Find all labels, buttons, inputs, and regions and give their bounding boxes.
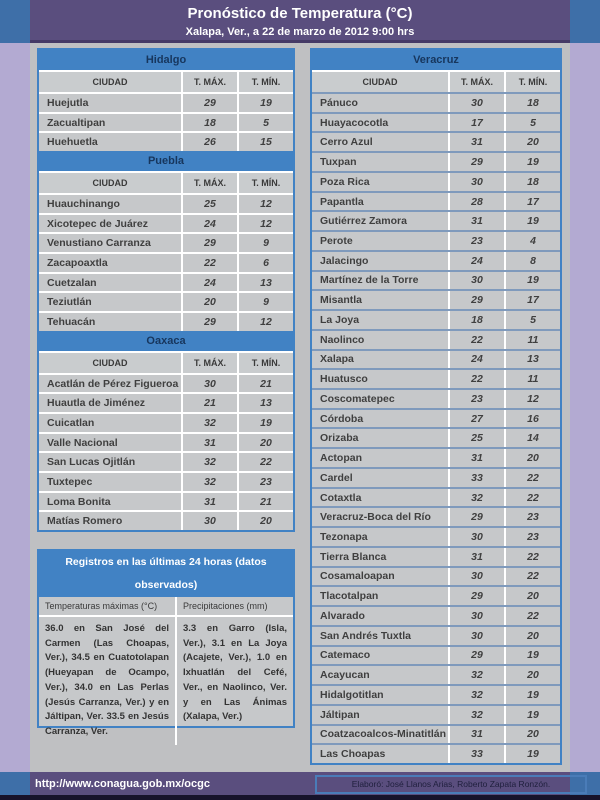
tmax-cell: 28 <box>448 193 504 211</box>
tmax-cell: 29 <box>448 153 504 171</box>
table-row <box>312 131 560 151</box>
city-cell: Papantla <box>320 195 364 208</box>
city-cell: Tuxtepec <box>47 475 93 488</box>
tmax-cell: 32 <box>181 453 237 471</box>
tmax-cell: 30 <box>181 375 237 393</box>
city-cell: Actopan <box>320 452 362 465</box>
table-row <box>312 388 560 408</box>
city-cell: Córdoba <box>320 412 364 425</box>
table-row <box>312 546 560 566</box>
tmin-cell: 23 <box>504 528 560 546</box>
table-row <box>312 645 560 665</box>
table-row <box>312 467 560 487</box>
tmin-cell: 19 <box>504 706 560 724</box>
tmax-cell: 32 <box>181 473 237 491</box>
city-cell: Hidalgotitlan <box>320 688 384 701</box>
conagua-url-link[interactable]: http://www.conagua.gob.mx/ocgc <box>35 778 210 790</box>
city-cell: Tuxpan <box>320 156 357 169</box>
column-city-label: CIUDAD <box>92 357 128 368</box>
table-row <box>39 193 293 213</box>
column-city-label: CIUDAD <box>362 77 398 87</box>
tmin-cell: 20 <box>504 449 560 467</box>
tmin-cell: 20 <box>504 587 560 605</box>
state-header: Hidalgo <box>39 50 293 70</box>
tmin-cell: 19 <box>504 212 560 230</box>
tmax-cell: 23 <box>448 232 504 250</box>
tmax-cell: 32 <box>448 666 504 684</box>
tmin-cell: 16 <box>504 410 560 428</box>
city-cell: Tehuacán <box>47 315 96 328</box>
credit-box: Elaboró: José Llanos Arias, Roberto Zapata Ronzón. <box>315 775 587 794</box>
table-row <box>312 309 560 329</box>
table-row <box>312 487 560 507</box>
tmax-cell: 24 <box>181 274 237 292</box>
city-cell: Huatusco <box>320 373 368 386</box>
tmin-cell: 19 <box>504 153 560 171</box>
column-tmax-label: T. MÁX. <box>181 173 237 193</box>
table-row <box>312 526 560 546</box>
table-row <box>312 230 560 250</box>
column-city-label: CIUDAD <box>92 77 128 87</box>
city-cell: Jáltipan <box>320 708 360 721</box>
city-cell: Acatlán de Pérez Figueroa <box>47 377 179 390</box>
city-cell: Valle Nacional <box>47 436 118 449</box>
tmax-cell: 23 <box>448 390 504 408</box>
city-cell: Coatzacoalcos-Minatitlán <box>320 728 447 741</box>
city-cell: Cerro Azul <box>320 136 373 149</box>
tmax-cell: 31 <box>181 434 237 452</box>
tmax-cell: 32 <box>181 414 237 432</box>
city-cell: Tlacotalpan <box>320 590 379 603</box>
column-header-row <box>39 351 293 373</box>
table-row <box>39 373 293 393</box>
city-cell: Catemaco <box>320 649 371 662</box>
table-row <box>312 210 560 230</box>
tmin-cell: 17 <box>504 291 560 309</box>
tmax-cell: 17 <box>448 114 504 132</box>
city-cell: Naolinco <box>320 333 365 346</box>
tmin-cell: 22 <box>504 469 560 487</box>
column-tmax-label: T. MÁX. <box>181 353 237 373</box>
veracruz-table <box>310 48 562 765</box>
tmin-cell: 12 <box>504 390 560 408</box>
city-cell: Venustiano Carranza <box>47 237 151 250</box>
tmin-cell: 11 <box>504 370 560 388</box>
tmin-cell: 18 <box>504 173 560 191</box>
tmin-cell: 22 <box>504 568 560 586</box>
tmax-cell: 31 <box>181 493 237 511</box>
records-body <box>39 597 293 745</box>
table-row <box>312 427 560 447</box>
tmax-cell: 29 <box>448 587 504 605</box>
tmin-cell: 21 <box>237 493 293 511</box>
table-row <box>312 684 560 704</box>
tmax-cell: 21 <box>181 394 237 412</box>
tmin-cell: 23 <box>504 508 560 526</box>
table-row <box>39 213 293 233</box>
tmin-cell: 19 <box>237 414 293 432</box>
tmax-cell: 27 <box>448 410 504 428</box>
column-tmin-label: T. MÍN. <box>237 72 293 92</box>
table-row <box>312 250 560 270</box>
tmin-cell: 20 <box>237 434 293 452</box>
tmin-cell: 21 <box>237 375 293 393</box>
city-cell: Huayacocotla <box>320 116 389 129</box>
city-cell: Cotaxtla <box>320 491 362 504</box>
tmin-cell: 18 <box>504 94 560 112</box>
city-cell: Pánuco <box>320 96 358 109</box>
city-cell: Misantla <box>320 294 363 307</box>
tmax-cell: 24 <box>181 215 237 233</box>
tmax-cell: 31 <box>448 133 504 151</box>
table-row <box>312 664 560 684</box>
tmax-cell: 29 <box>448 647 504 665</box>
tmin-cell: 20 <box>504 627 560 645</box>
tmin-cell: 20 <box>237 512 293 530</box>
table-row <box>39 392 293 412</box>
city-cell: Cuetzalan <box>47 276 97 289</box>
table-row <box>39 510 293 530</box>
table-row <box>312 151 560 171</box>
tmax-cell: 30 <box>448 272 504 290</box>
city-cell: Xicotepec de Juárez <box>47 217 148 230</box>
tmax-cell: 30 <box>448 173 504 191</box>
state-header: Oaxaca <box>39 331 293 351</box>
tmax-cell: 30 <box>448 568 504 586</box>
tmax-cell: 30 <box>181 512 237 530</box>
tmax-cell: 29 <box>448 508 504 526</box>
tmax-cell: 32 <box>448 489 504 507</box>
table-row <box>39 92 293 112</box>
table-row <box>312 625 560 645</box>
city-cell: San Andrés Tuxtla <box>320 629 412 642</box>
tmax-cell: 22 <box>448 331 504 349</box>
tmax-cell: 29 <box>181 94 237 112</box>
tmax-cell: 31 <box>448 548 504 566</box>
tmax-cell: 30 <box>448 607 504 625</box>
tmin-cell: 22 <box>504 489 560 507</box>
column-tmax-label: T. MÁX. <box>448 72 504 92</box>
records-title: Registros en las últimas 24 horas (datos observados) <box>39 551 293 597</box>
tmin-cell: 5 <box>237 114 293 132</box>
tmax-cell: 25 <box>181 195 237 213</box>
page-title: Pronóstico de Temperatura (°C) <box>187 5 413 22</box>
tmax-cell: 29 <box>181 313 237 331</box>
tmin-cell: 23 <box>237 473 293 491</box>
tmin-cell: 20 <box>504 726 560 744</box>
city-cell: Tierra Blanca <box>320 550 387 563</box>
tmin-cell: 19 <box>504 745 560 763</box>
city-cell: Matías Romero <box>47 515 123 528</box>
right-decorative-strip <box>570 43 600 772</box>
tmin-cell: 13 <box>504 351 560 369</box>
city-cell: Veracruz-Boca del Río <box>320 511 431 524</box>
city-cell: Huautla de Jiménez <box>47 397 146 410</box>
tmax-cell: 32 <box>448 706 504 724</box>
table-row <box>39 272 293 292</box>
table-row <box>39 491 293 511</box>
tmax-cell: 33 <box>448 745 504 763</box>
tmin-cell: 6 <box>237 254 293 272</box>
column-tmin-label: T. MÍN. <box>237 353 293 373</box>
tmax-cell: 31 <box>448 212 504 230</box>
tmin-cell: 22 <box>504 548 560 566</box>
records-precipitation-text: 3.3 en Garro (Isla, Ver.), 3.1 en La Joya (Acajete, Ver.), 1.0 en Ixhuatlán del Cefé, Ver., en Naolinco, Ver. y en Las Ánimas (Xalapa, Ver.) <box>183 623 287 723</box>
table-row <box>312 605 560 625</box>
state-header: Veracruz <box>312 50 560 70</box>
table-row <box>39 471 293 491</box>
city-cell: Huejutla <box>47 96 89 109</box>
title-banner <box>0 0 600 43</box>
state-header: Puebla <box>39 151 293 171</box>
table-row <box>312 408 560 428</box>
table-row <box>312 724 560 744</box>
tmin-cell: 17 <box>504 193 560 211</box>
city-cell: La Joya <box>320 313 360 326</box>
city-cell: San Lucas Ojitlán <box>47 456 136 469</box>
tmin-cell: 22 <box>237 453 293 471</box>
tmin-cell: 19 <box>504 647 560 665</box>
table-row <box>39 232 293 252</box>
city-cell: Tezonapa <box>320 531 368 544</box>
bottom-edge-line <box>0 795 600 800</box>
table-row <box>312 289 560 309</box>
tmax-cell: 31 <box>448 726 504 744</box>
column-header-row <box>312 70 560 92</box>
tmin-cell: 9 <box>237 293 293 311</box>
tmax-cell: 30 <box>448 94 504 112</box>
city-cell: Xalapa <box>320 353 354 366</box>
tmax-cell: 33 <box>448 469 504 487</box>
tmin-cell: 11 <box>504 331 560 349</box>
tmin-cell: 22 <box>504 607 560 625</box>
table-row <box>312 447 560 467</box>
records-max-temps-text: 36.0 en San José del Carmen (Las Choapas, Ver.), 34.5 en Cuatotolapan (Hueyapan de Ocampo, Ver.), 34.0 en Las Perlas (Jesús Carranza, Ver.) y en Jáltipan, Ver. 33.5 en Jesús Carranza, Ver. <box>45 623 169 738</box>
records-24h-box <box>37 549 295 738</box>
table-row <box>39 252 293 272</box>
table-row <box>312 270 560 290</box>
tmax-cell: 22 <box>181 254 237 272</box>
city-cell: Cardel <box>320 471 353 484</box>
tmax-cell: 18 <box>181 114 237 132</box>
tmin-cell: 8 <box>504 252 560 270</box>
tmax-cell: 29 <box>448 291 504 309</box>
city-cell: Cosamaloapan <box>320 570 395 583</box>
city-cell: Alvarado <box>320 609 365 622</box>
column-header-row <box>39 70 293 92</box>
table-row <box>312 349 560 369</box>
page-subtitle: Xalapa, Ver., a 22 de marzo de 2012 9:00 hrs <box>185 26 415 38</box>
table-row <box>312 743 560 763</box>
tmax-cell: 24 <box>448 252 504 270</box>
city-cell: Jalacingo <box>320 254 369 267</box>
tmin-cell: 20 <box>504 666 560 684</box>
city-cell: Cuicatlan <box>47 416 95 429</box>
table-row <box>39 291 293 311</box>
table-row <box>312 92 560 112</box>
tmin-cell: 9 <box>237 234 293 252</box>
table-row <box>39 432 293 452</box>
tmax-cell: 18 <box>448 311 504 329</box>
tmin-cell: 5 <box>504 114 560 132</box>
tmin-cell: 13 <box>237 394 293 412</box>
tmax-cell: 24 <box>448 351 504 369</box>
tmax-cell: 29 <box>181 234 237 252</box>
table-row <box>39 311 293 331</box>
city-cell: Perote <box>320 235 353 247</box>
table-row <box>312 171 560 191</box>
table-row <box>312 329 560 349</box>
table-row <box>39 412 293 432</box>
tmax-cell: 26 <box>181 133 237 151</box>
city-cell: Martínez de la Torre <box>320 274 419 287</box>
tmin-cell: 20 <box>504 133 560 151</box>
city-cell: Coscomatepec <box>320 392 395 405</box>
table-row <box>312 112 560 132</box>
left-decorative-strip <box>0 43 30 772</box>
tmin-cell: 14 <box>504 429 560 447</box>
records-max-temps-title: Temperaturas máximas (°C) <box>39 597 175 617</box>
tmin-cell: 19 <box>504 686 560 704</box>
tmax-cell: 30 <box>448 627 504 645</box>
tmin-cell: 12 <box>237 215 293 233</box>
table-row <box>39 131 293 151</box>
city-cell: Teziutlán <box>47 296 92 309</box>
tmin-cell: 12 <box>237 195 293 213</box>
city-cell: Acayucan <box>320 669 370 682</box>
city-cell: Zacapoaxtla <box>47 256 108 269</box>
column-tmin-label: T. MÍN. <box>504 72 560 92</box>
column-header-row <box>39 171 293 193</box>
table-row <box>312 704 560 724</box>
tmin-cell: 13 <box>237 274 293 292</box>
city-cell: Huehuetla <box>47 136 98 149</box>
tmax-cell: 20 <box>181 293 237 311</box>
left-states-table <box>37 48 295 532</box>
tmax-cell: 30 <box>448 528 504 546</box>
table-row <box>312 191 560 211</box>
table-row <box>312 566 560 586</box>
column-tmin-label: T. MÍN. <box>237 173 293 193</box>
table-row <box>312 368 560 388</box>
city-cell: Gutiérrez Zamora <box>320 215 407 228</box>
city-cell: Poza Rica <box>320 175 370 188</box>
table-row <box>312 585 560 605</box>
column-tmax-label: T. MÁX. <box>181 72 237 92</box>
table-row <box>39 112 293 132</box>
records-max-temps-column <box>39 597 175 745</box>
tmax-cell: 31 <box>448 449 504 467</box>
table-row <box>312 506 560 526</box>
city-cell: Orizaba <box>320 432 359 445</box>
records-precipitation-title: Precipitaciones (mm) <box>177 597 293 617</box>
tmin-cell: 19 <box>504 272 560 290</box>
city-cell: Loma Bonita <box>47 495 111 508</box>
city-cell: Las Choapas <box>320 748 386 761</box>
city-cell: Huauchinango <box>47 197 120 210</box>
table-row <box>39 451 293 471</box>
tmin-cell: 5 <box>504 311 560 329</box>
tmin-cell: 4 <box>504 232 560 250</box>
tmin-cell: 19 <box>237 94 293 112</box>
column-city-label: CIUDAD <box>92 178 128 189</box>
records-precipitation-column <box>175 597 293 745</box>
tmin-cell: 15 <box>237 133 293 151</box>
tmax-cell: 25 <box>448 429 504 447</box>
tmax-cell: 32 <box>448 686 504 704</box>
tmin-cell: 12 <box>237 313 293 331</box>
tmax-cell: 22 <box>448 370 504 388</box>
city-cell: Zacualtipan <box>47 116 106 129</box>
